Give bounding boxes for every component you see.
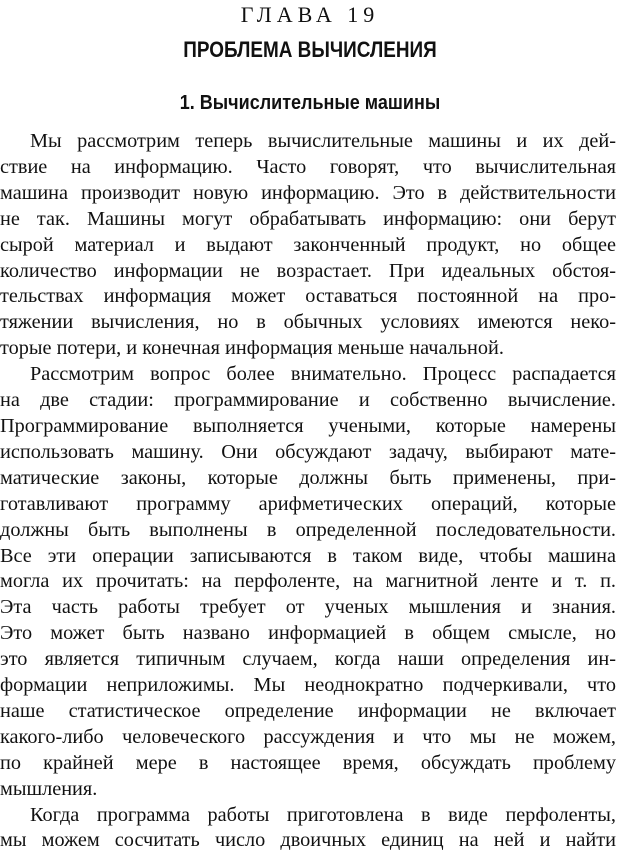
text-line: торые потери, и конечная информация меньше начальной. <box>0 337 504 360</box>
chapter-heading: ГЛАВА 19 <box>240 2 380 27</box>
text-line: могла их прочитать: на перфоленте, на магнитной ленте и т. п. <box>0 570 616 593</box>
text-line: Когда программа работы приготовлена в виде перфоленты, <box>30 803 616 826</box>
text-line: Это может быть названо информацией в общем смысле, но <box>0 622 616 645</box>
text-line: наше статистическое определение информации не включает <box>0 699 616 722</box>
text-line: Эта часть работы требует от ученых мышления и знания. <box>0 596 616 619</box>
text-line: какого-либо человеческого рассуждения и что мы не можем, <box>0 725 616 748</box>
text-line: машина производит новую информацию. Это в действительности <box>0 181 616 204</box>
text-line: должны быть выполнены в определенной последовательности. <box>0 518 616 541</box>
text-line: использовать машину. Они обсуждают задачу, выбирают мате- <box>0 440 616 463</box>
text-line: Программирование выполняется учеными, которые намерены <box>0 414 616 437</box>
section-heading: 1. Вычислительные машины <box>179 92 441 114</box>
text-line: тяжении вычисления, но в обычных условиях имеются неко- <box>0 311 616 334</box>
text-line: Мы рассмотрим теперь вычислительные машины и их дей- <box>30 130 616 152</box>
text-line: по крайней мере в настоящее время, обсуждать проблему <box>0 751 616 774</box>
text-line: готавливают программу арифметических операций, которые <box>0 492 616 515</box>
text-line: Рассмотрим вопрос более внимательно. Процесс распадается <box>30 363 616 386</box>
text-line: на две стадии: программирование и собственно вычисление. <box>0 389 616 412</box>
text-line: мышления. <box>0 777 98 800</box>
text-line: это является типичным случаем, когда наши определения ин- <box>0 648 616 671</box>
text-line: не так. Машины могут обрабатывать информацию: они берут <box>0 207 616 230</box>
chapter-title: ПРОБЛЕМА ВЫЧИСЛЕНИЯ <box>183 37 437 62</box>
text-line: количество информации не возрастает. При идеальных обстоя- <box>0 259 616 282</box>
text-line: сырой материал и выдают законченный продукт, но общее <box>0 233 616 256</box>
text-line: матические законы, которые должны быть применены, при- <box>0 466 616 489</box>
text-line: ствие на информацию. Часто говорят, что вычислительная <box>0 155 616 178</box>
text-line: тельствах информация может оставаться постоянной на про- <box>0 285 616 308</box>
text-line: формации неприложимы. Мы неоднократно подчеркивали, что <box>0 674 616 697</box>
text-line: мы можем сосчитать число двоичных единиц на ней и найти <box>0 829 616 852</box>
text-line: Все эти операции записываются в таком виде, чтобы машина <box>0 544 616 567</box>
body-text <box>0 129 616 854</box>
